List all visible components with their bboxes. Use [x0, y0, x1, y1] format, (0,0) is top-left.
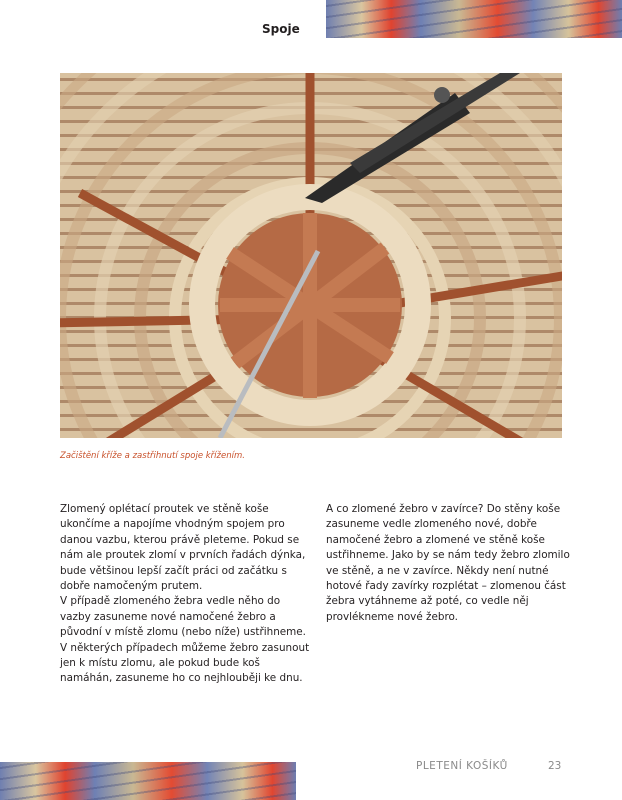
text-column-left	[60, 502, 310, 687]
decorative-weave-strip-bottom	[0, 762, 296, 800]
page-number: 23	[548, 760, 562, 772]
paragraph: Zlomený oplétací proutek ve stěně koše ukončíme a napojíme vhodným spojem pro danou vazbu, kterou právě pleteme. Pokud se nám ale proutek zlomí v prvních řadách dýnka, bude většinou lepší začít práci od začátku s dobře namočeným prutem.	[60, 503, 306, 593]
paragraph: V případě zlomeného žebra vedle něho do vazby zasuneme nové namočené žebro a původní v místě zlomu (nebo níže) ustřihneme. V některých případech můžeme žebro zasunout jen k místu zlomu, ale pokud bude koš namáhán, zasuneme ho co nejhlouběji ke dnu.	[60, 595, 310, 685]
paragraph: A co zlomené žebro v zavírce? Do stěny koše zasuneme vedle zlomeného nové, dobře namočené žebro a zlomené ve stěně koše ustřihneme. Jako by se nám tedy žebro zlomilo ve stěně, a ne v zavírce. Někdy není nutné hotové řady zavírky rozplétat – zlomenou část žebra vytáhneme až poté, co vedle něj provlékneme nové žebro.	[326, 503, 570, 623]
footer-book-title: PLETENÍ KOŠÍKŮ	[416, 760, 508, 772]
basket-photo	[60, 73, 562, 438]
section-title: Spoje	[262, 22, 300, 36]
figure-caption: Začištění kříže a zastřihnutí spoje křížením.	[60, 451, 245, 461]
text-column-right	[326, 502, 576, 625]
decorative-weave-strip-top	[326, 0, 622, 38]
